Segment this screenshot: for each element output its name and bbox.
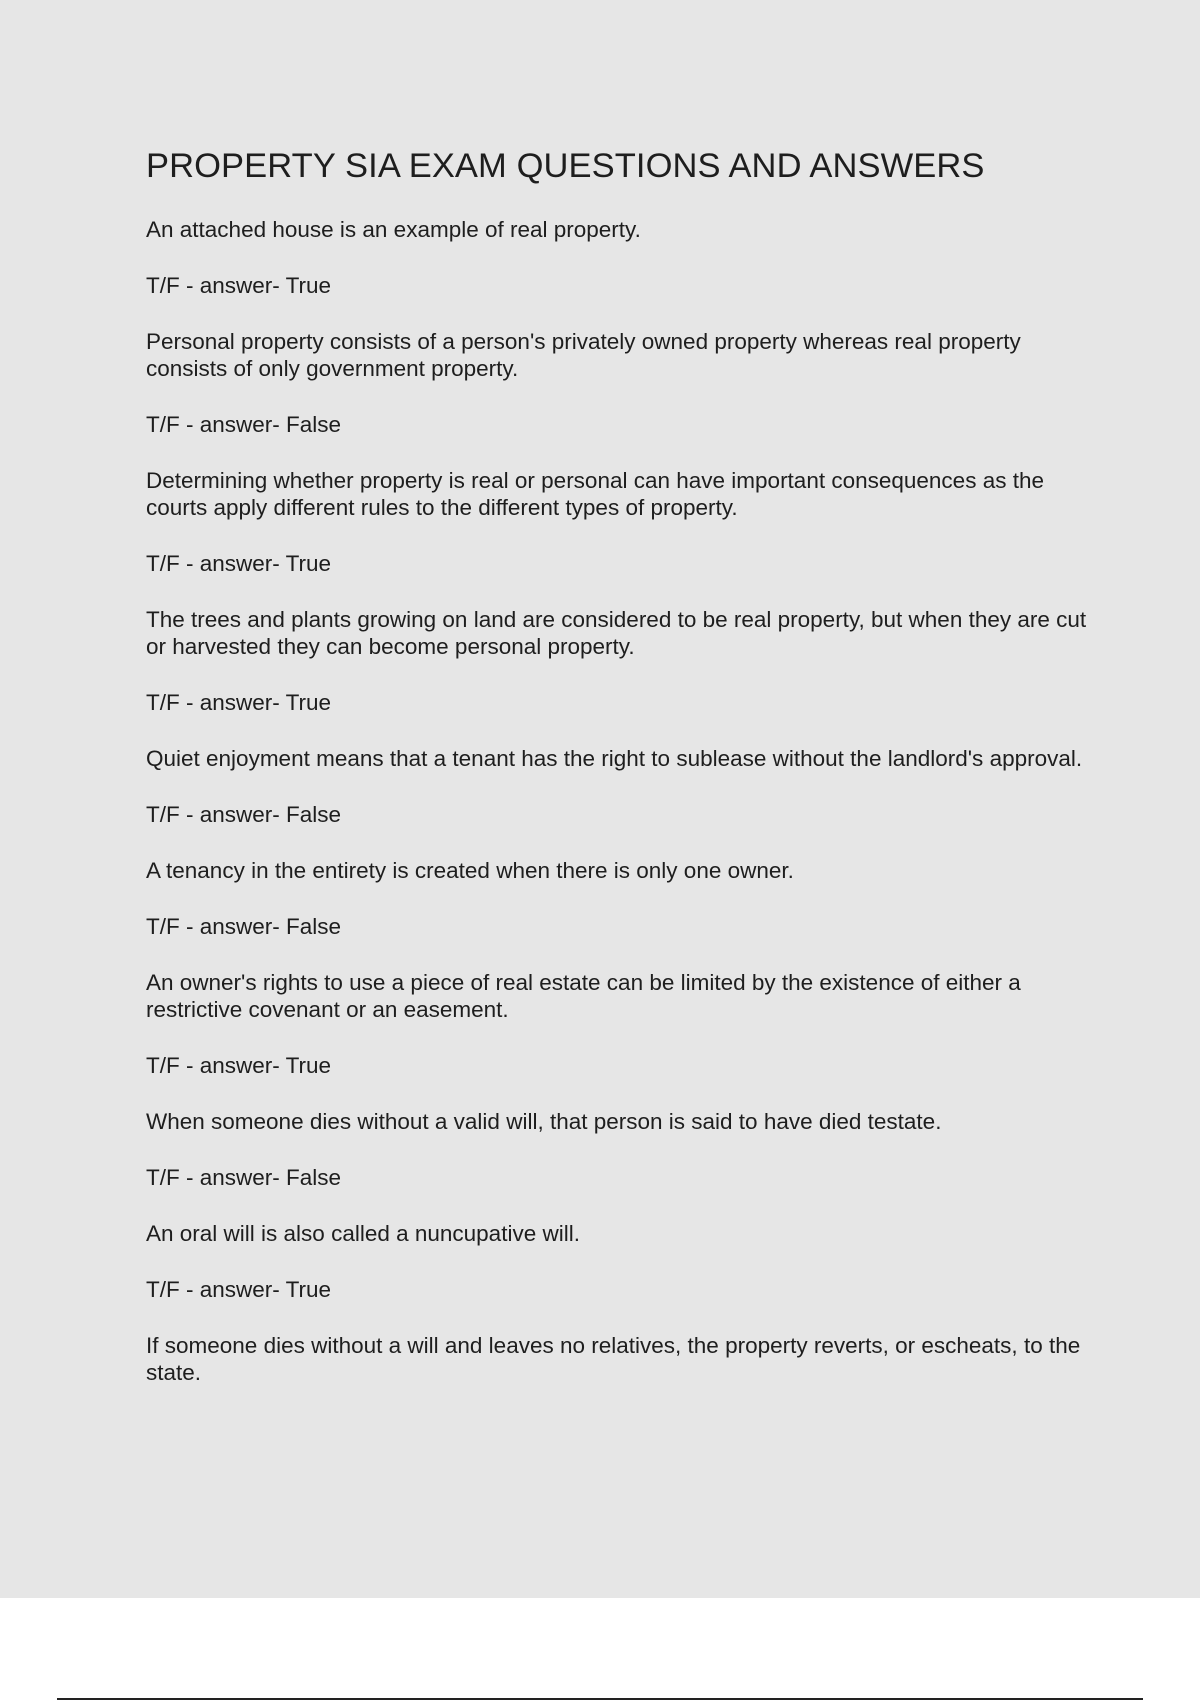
answer-text: T/F - answer- True — [146, 273, 332, 298]
answer-text: T/F - answer- True — [146, 1053, 332, 1078]
question-text: A tenancy in the entirety is created when there is only one owner. — [146, 858, 794, 883]
qa-item — [146, 216, 1096, 299]
question-text: An attached house is an example of real property. — [146, 217, 641, 242]
qa-item — [146, 969, 1096, 1079]
answer-text: T/F - answer- True — [146, 551, 332, 576]
qa-item — [146, 606, 1096, 716]
question-text: The trees and plants growing on land are considered to be real property, but when they are cut or harvested they can become personal property. — [146, 607, 1087, 659]
answer-text: T/F - answer- False — [146, 1165, 342, 1190]
qa-item — [146, 328, 1096, 438]
answer-text: T/F - answer- True — [146, 1277, 332, 1302]
question-text: An oral will is also called a nuncupative will. — [146, 1221, 580, 1246]
question-text: If someone dies without a will and leaves no relatives, the property reverts, or escheats, to the state. — [146, 1333, 1081, 1385]
document-title: PROPERTY SIA EXAM QUESTIONS AND ANSWERS — [146, 147, 985, 185]
qa-item — [146, 1220, 1096, 1303]
question-text: Quiet enjoyment means that a tenant has the right to sublease without the landlord's approval. — [146, 746, 1083, 771]
qa-item — [146, 857, 1096, 940]
answer-text: T/F - answer- False — [146, 412, 342, 437]
question-text: When someone dies without a valid will, that person is said to have died testate. — [146, 1109, 942, 1134]
document-content — [146, 142, 1096, 1415]
qa-item — [146, 467, 1096, 577]
answer-text: T/F - answer- False — [146, 914, 342, 939]
answer-text: T/F - answer- False — [146, 802, 342, 827]
question-text: An owner's rights to use a piece of real estate can be limited by the existence of either a restrictive covenant or an easement. — [146, 970, 1021, 1022]
qa-item — [146, 1108, 1096, 1191]
question-text: Determining whether property is real or personal can have important consequences as the courts apply different rules to the different types of property. — [146, 468, 1044, 520]
qa-list — [146, 216, 1096, 1386]
answer-text: T/F - answer- True — [146, 690, 332, 715]
qa-item — [146, 1332, 1096, 1386]
question-text: Personal property consists of a person's privately owned property whereas real property consists of only government property. — [146, 329, 1021, 381]
qa-item — [146, 745, 1096, 828]
